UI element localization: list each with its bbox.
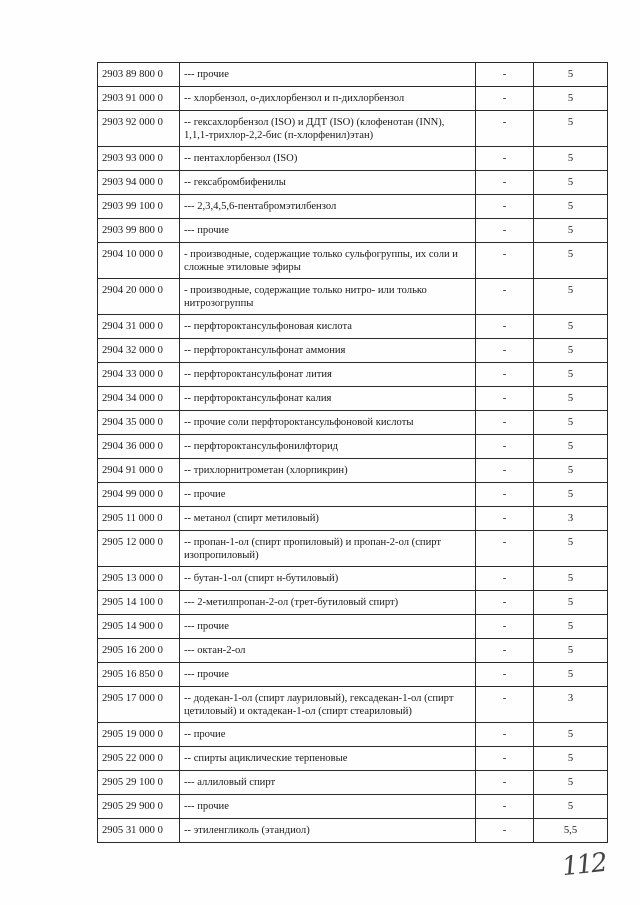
description-cell: -- гексахлорбензол (ISO) и ДДТ (ISO) (клофенотан (INN), 1,1,1-трихлор-2,2-бис (п-хлорфенил)этан) xyxy=(180,111,476,147)
commodity-code-cell: 2905 17 000 0 xyxy=(98,687,180,723)
unit-cell: - xyxy=(476,411,534,435)
description-cell: -- гексабромбифенилы xyxy=(180,171,476,195)
table-row xyxy=(98,615,608,639)
description-cell: -- перфтороктансульфонат аммония xyxy=(180,339,476,363)
duty-rate-cell: 5 xyxy=(534,339,608,363)
unit-cell: - xyxy=(476,747,534,771)
description-cell: --- октан-2-ол xyxy=(180,639,476,663)
commodity-code-cell: 2904 35 000 0 xyxy=(98,411,180,435)
table-row xyxy=(98,87,608,111)
duty-rate-cell: 5 xyxy=(534,363,608,387)
table-row xyxy=(98,723,608,747)
unit-cell: - xyxy=(476,63,534,87)
table-row xyxy=(98,411,608,435)
description-cell: --- прочие xyxy=(180,663,476,687)
table-row xyxy=(98,459,608,483)
commodity-code-cell: 2904 91 000 0 xyxy=(98,459,180,483)
unit-cell: - xyxy=(476,567,534,591)
handwritten-page-number: 112 xyxy=(560,847,608,883)
commodity-code-cell: 2905 13 000 0 xyxy=(98,567,180,591)
description-cell: -- перфтороктансульфоновая кислота xyxy=(180,315,476,339)
description-cell: -- перфтороктансульфонат калия xyxy=(180,387,476,411)
commodity-code-cell: 2905 16 200 0 xyxy=(98,639,180,663)
commodity-code-cell: 2904 36 000 0 xyxy=(98,435,180,459)
description-cell: -- перфтороктансульфонилфторид xyxy=(180,435,476,459)
table-row xyxy=(98,147,608,171)
unit-cell: - xyxy=(476,663,534,687)
duty-rate-cell: 5 xyxy=(534,411,608,435)
commodity-code-cell: 2904 20 000 0 xyxy=(98,279,180,315)
duty-rate-cell: 5 xyxy=(534,195,608,219)
commodity-code-cell: 2903 92 000 0 xyxy=(98,111,180,147)
duty-rate-cell: 5 xyxy=(534,771,608,795)
description-cell: -- хлорбензол, о-дихлорбензол и п-дихлорбензол xyxy=(180,87,476,111)
duty-rate-cell: 5 xyxy=(534,171,608,195)
unit-cell: - xyxy=(476,687,534,723)
duty-rate-cell: 5 xyxy=(534,723,608,747)
table-row xyxy=(98,819,608,843)
unit-cell: - xyxy=(476,387,534,411)
description-cell: -- прочие соли перфтороктансульфоновой кислоты xyxy=(180,411,476,435)
duty-rate-cell: 5 xyxy=(534,663,608,687)
unit-cell: - xyxy=(476,639,534,663)
description-cell: -- прочие xyxy=(180,723,476,747)
duty-rate-cell: 5 xyxy=(534,111,608,147)
duty-rate-cell: 5 xyxy=(534,531,608,567)
commodity-code-cell: 2904 31 000 0 xyxy=(98,315,180,339)
commodity-code-cell: 2904 10 000 0 xyxy=(98,243,180,279)
table-row xyxy=(98,747,608,771)
description-cell: --- прочие xyxy=(180,795,476,819)
commodity-code-cell: 2904 33 000 0 xyxy=(98,363,180,387)
description-cell: -- спирты ациклические терпеновые xyxy=(180,747,476,771)
table-row xyxy=(98,63,608,87)
unit-cell: - xyxy=(476,435,534,459)
duty-rate-cell: 5 xyxy=(534,87,608,111)
commodity-code-cell: 2905 19 000 0 xyxy=(98,723,180,747)
table-row xyxy=(98,531,608,567)
description-cell: -- пентахлорбензол (ISO) xyxy=(180,147,476,171)
commodity-code-cell: 2903 99 800 0 xyxy=(98,219,180,243)
duty-rate-cell: 5 xyxy=(534,63,608,87)
duty-rate-cell: 5 xyxy=(534,795,608,819)
commodity-code-cell: 2905 29 900 0 xyxy=(98,795,180,819)
description-cell: -- бутан-1-ол (спирт н-бутиловый) xyxy=(180,567,476,591)
description-cell: --- 2-метилпропан-2-ол (трет-бутиловый спирт) xyxy=(180,591,476,615)
table-row xyxy=(98,435,608,459)
commodity-code-cell: 2904 34 000 0 xyxy=(98,387,180,411)
commodity-code-cell: 2905 16 850 0 xyxy=(98,663,180,687)
unit-cell: - xyxy=(476,615,534,639)
duty-rate-cell: 5 xyxy=(534,591,608,615)
unit-cell: - xyxy=(476,195,534,219)
description-cell: -- перфтороктансульфонат лития xyxy=(180,363,476,387)
duty-rate-cell: 3 xyxy=(534,507,608,531)
unit-cell: - xyxy=(476,507,534,531)
unit-cell: - xyxy=(476,87,534,111)
table-row xyxy=(98,795,608,819)
duty-rate-cell: 5 xyxy=(534,243,608,279)
unit-cell: - xyxy=(476,147,534,171)
table-row xyxy=(98,195,608,219)
table-row xyxy=(98,279,608,315)
unit-cell: - xyxy=(476,795,534,819)
commodity-code-cell: 2905 22 000 0 xyxy=(98,747,180,771)
commodity-code-cell: 2903 94 000 0 xyxy=(98,171,180,195)
tariff-table xyxy=(97,62,608,843)
unit-cell: - xyxy=(476,723,534,747)
duty-rate-cell: 5 xyxy=(534,483,608,507)
description-cell: - производные, содержащие только сульфогруппы, их соли и сложные этиловые эфиры xyxy=(180,243,476,279)
description-cell: --- прочие xyxy=(180,615,476,639)
description-cell: -- этиленгликоль (этандиол) xyxy=(180,819,476,843)
description-cell: -- прочие xyxy=(180,483,476,507)
table-row xyxy=(98,639,608,663)
duty-rate-cell: 5,5 xyxy=(534,819,608,843)
commodity-code-cell: 2905 31 000 0 xyxy=(98,819,180,843)
commodity-code-cell: 2904 32 000 0 xyxy=(98,339,180,363)
unit-cell: - xyxy=(476,111,534,147)
description-cell: - производные, содержащие только нитро- или только нитрозогруппы xyxy=(180,279,476,315)
table-row xyxy=(98,219,608,243)
table-row xyxy=(98,687,608,723)
table-row xyxy=(98,663,608,687)
unit-cell: - xyxy=(476,459,534,483)
duty-rate-cell: 3 xyxy=(534,687,608,723)
duty-rate-cell: 5 xyxy=(534,315,608,339)
table-row xyxy=(98,339,608,363)
table-row xyxy=(98,387,608,411)
table-row xyxy=(98,567,608,591)
table-row xyxy=(98,771,608,795)
description-cell: -- пропан-1-ол (спирт пропиловый) и пропан-2-ол (спирт изопропиловый) xyxy=(180,531,476,567)
duty-rate-cell: 5 xyxy=(534,567,608,591)
commodity-code-cell: 2905 14 900 0 xyxy=(98,615,180,639)
description-cell: --- прочие xyxy=(180,63,476,87)
description-cell: -- додекан-1-ол (спирт лауриловый), гексадекан-1-ол (спирт цетиловый) и октадекан-1-ол (спирт стеариловый) xyxy=(180,687,476,723)
description-cell: --- аллиловый спирт xyxy=(180,771,476,795)
unit-cell: - xyxy=(476,315,534,339)
duty-rate-cell: 5 xyxy=(534,387,608,411)
table-row xyxy=(98,171,608,195)
tariff-table-body xyxy=(98,63,608,843)
commodity-code-cell: 2903 91 000 0 xyxy=(98,87,180,111)
table-row xyxy=(98,243,608,279)
unit-cell: - xyxy=(476,363,534,387)
description-cell: --- прочие xyxy=(180,219,476,243)
unit-cell: - xyxy=(476,279,534,315)
table-row xyxy=(98,315,608,339)
description-cell: -- метанол (спирт метиловый) xyxy=(180,507,476,531)
table-row xyxy=(98,363,608,387)
commodity-code-cell: 2903 93 000 0 xyxy=(98,147,180,171)
unit-cell: - xyxy=(476,219,534,243)
commodity-code-cell: 2905 29 100 0 xyxy=(98,771,180,795)
description-cell: -- трихлорнитрометан (хлорпикрин) xyxy=(180,459,476,483)
commodity-code-cell: 2903 89 800 0 xyxy=(98,63,180,87)
duty-rate-cell: 5 xyxy=(534,147,608,171)
table-row xyxy=(98,507,608,531)
commodity-code-cell: 2904 99 000 0 xyxy=(98,483,180,507)
unit-cell: - xyxy=(476,771,534,795)
unit-cell: - xyxy=(476,483,534,507)
unit-cell: - xyxy=(476,591,534,615)
description-cell: --- 2,3,4,5,6-пентабромэтилбензол xyxy=(180,195,476,219)
table-row xyxy=(98,111,608,147)
unit-cell: - xyxy=(476,819,534,843)
duty-rate-cell: 5 xyxy=(534,219,608,243)
duty-rate-cell: 5 xyxy=(534,435,608,459)
commodity-code-cell: 2905 14 100 0 xyxy=(98,591,180,615)
commodity-code-cell: 2905 12 000 0 xyxy=(98,531,180,567)
duty-rate-cell: 5 xyxy=(534,459,608,483)
duty-rate-cell: 5 xyxy=(534,279,608,315)
commodity-code-cell: 2905 11 000 0 xyxy=(98,507,180,531)
unit-cell: - xyxy=(476,339,534,363)
unit-cell: - xyxy=(476,531,534,567)
unit-cell: - xyxy=(476,243,534,279)
commodity-code-cell: 2903 99 100 0 xyxy=(98,195,180,219)
table-row xyxy=(98,483,608,507)
duty-rate-cell: 5 xyxy=(534,615,608,639)
unit-cell: - xyxy=(476,171,534,195)
duty-rate-cell: 5 xyxy=(534,747,608,771)
table-row xyxy=(98,591,608,615)
duty-rate-cell: 5 xyxy=(534,639,608,663)
